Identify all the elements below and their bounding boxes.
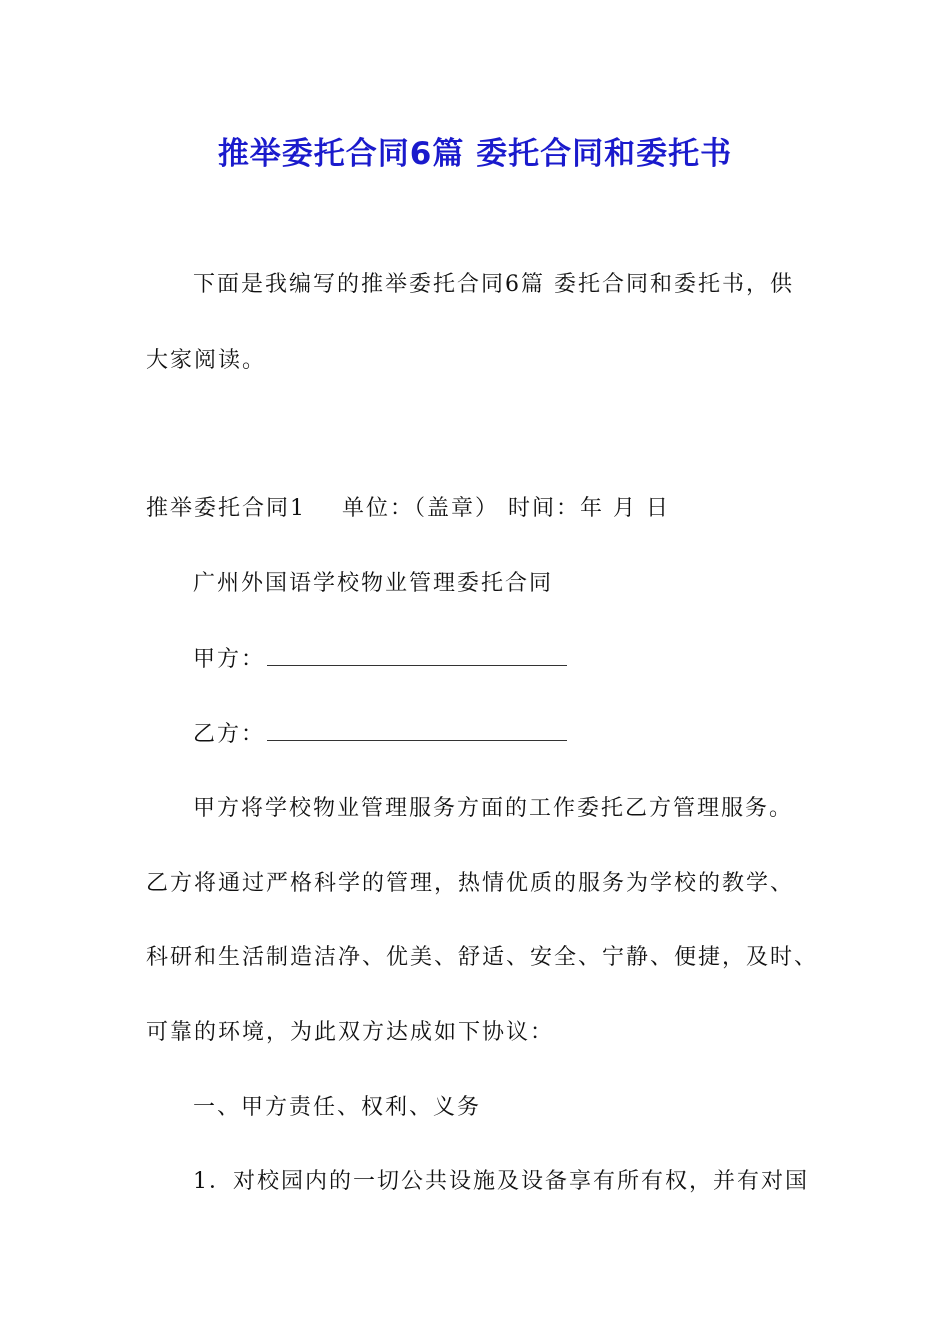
para1-line-4: 可靠的环境，为此双方达成如下协议： [146, 1020, 555, 1045]
intro-line-2: 大家阅读。 [146, 348, 267, 373]
party-b-label: 乙方： [193, 722, 266, 747]
document-title: 推举委托合同6篇 委托合同和委托书 [217, 136, 733, 172]
party-a-row [193, 645, 567, 675]
contract-name: 广州外国语学校物业管理委托合同 [193, 571, 554, 596]
party-b-blank [267, 720, 567, 741]
party-a-label: 甲方： [193, 647, 266, 672]
contract-heading-row [146, 494, 670, 524]
para1-line-2: 乙方将通过严格科学的管理，热情优质的服务为学校的教学、 [146, 871, 795, 896]
contract-meta: 单位：（盖章） 时间：年 月 日 [342, 496, 670, 521]
section1-heading: 一、甲方责任、权利、义务 [193, 1095, 482, 1120]
intro-line-1: 下面是我编写的推举委托合同6篇 委托合同和委托书，供 [193, 272, 794, 297]
item1-line-1: 1．对校园内的一切公共设施及设备享有所有权，并有对国 [193, 1169, 809, 1194]
para1-line-1: 甲方将学校物业管理服务方面的工作委托乙方管理服务。 [193, 796, 794, 821]
party-a-blank [267, 645, 567, 666]
contract-heading: 推举委托合同1 [146, 496, 306, 521]
party-b-row [193, 720, 567, 750]
para1-line-3: 科研和生活制造洁净、优美、舒适、安全、宁静、便捷，及时、 [146, 945, 819, 970]
